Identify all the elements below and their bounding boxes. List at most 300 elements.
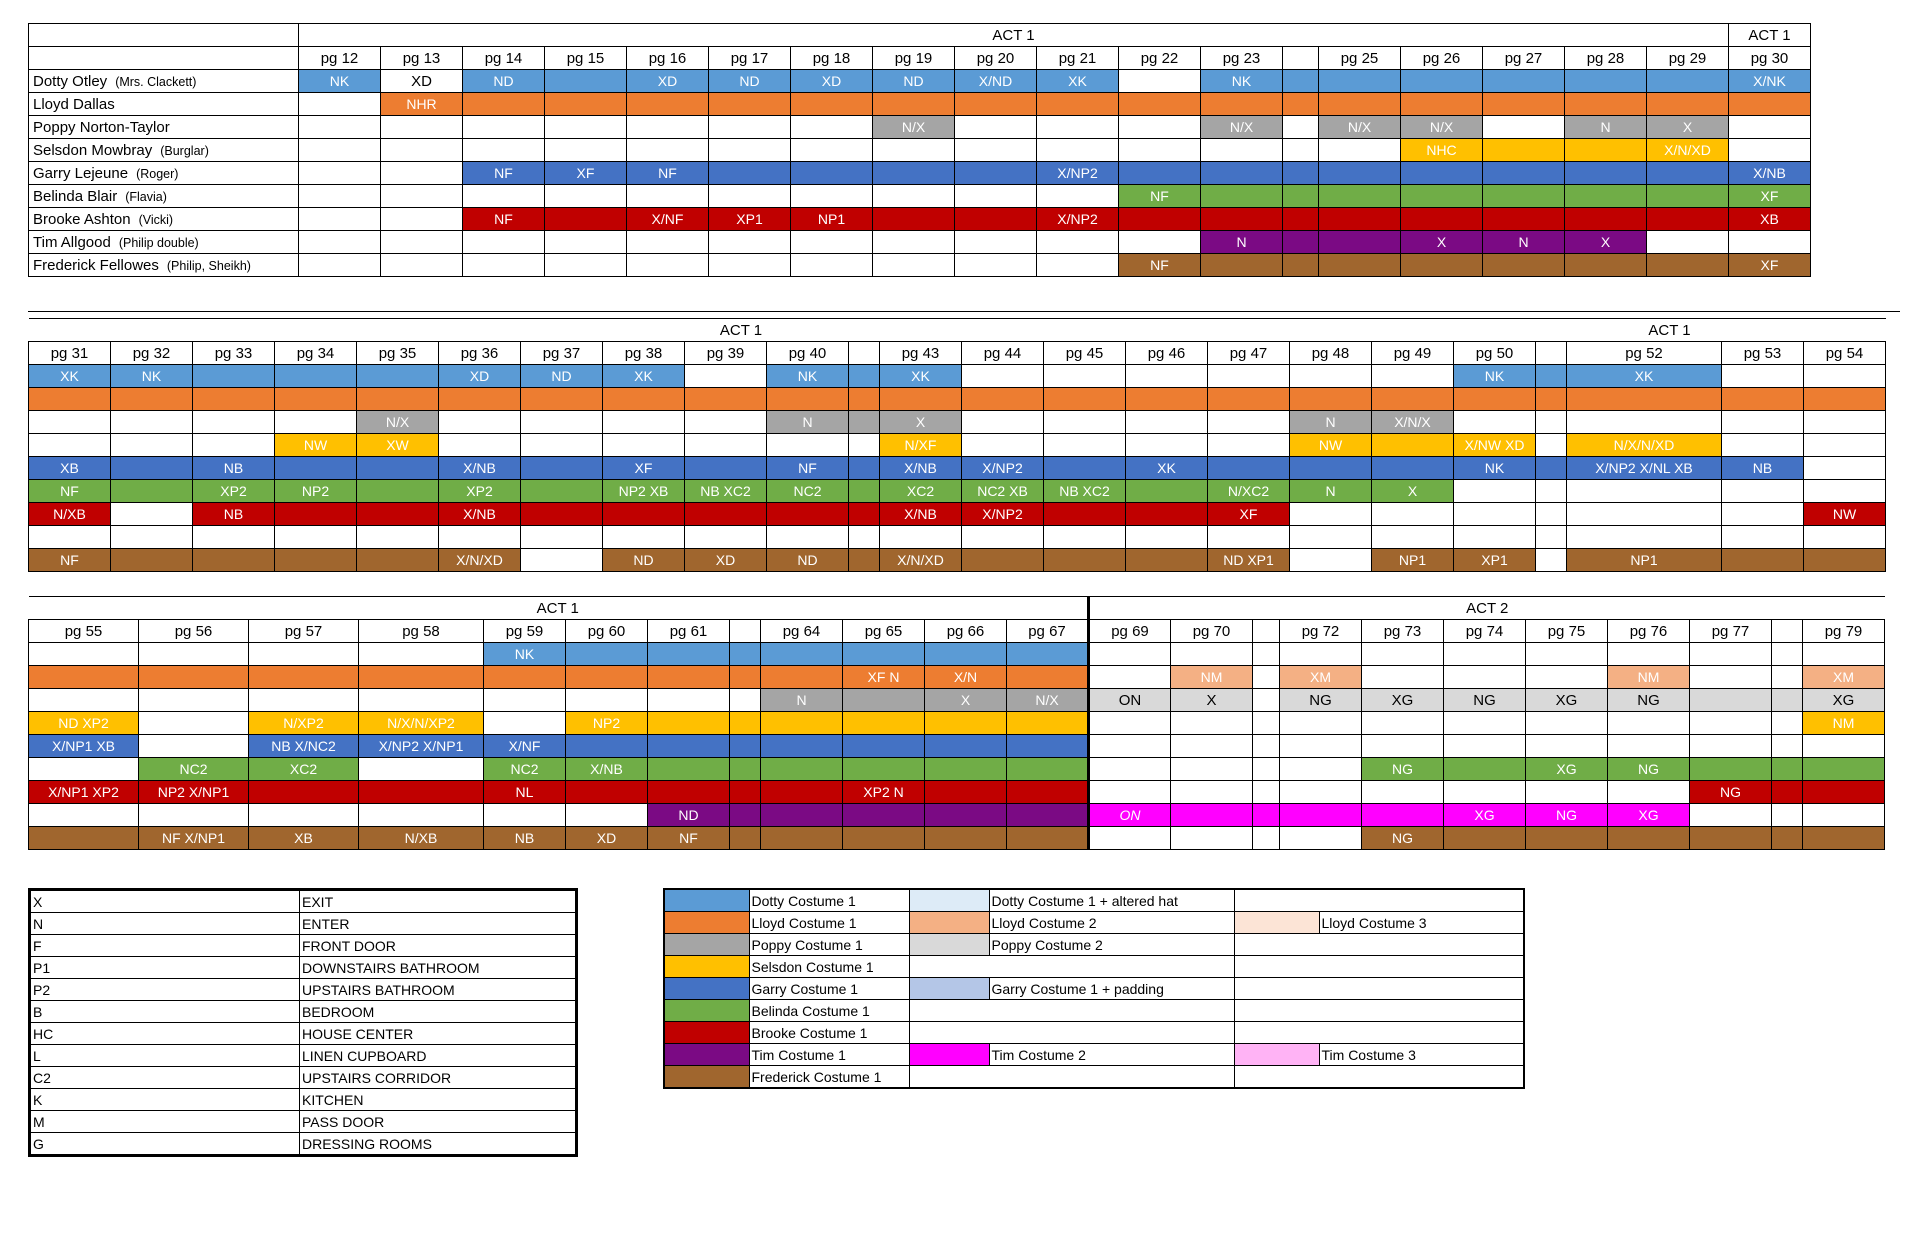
schedule-cell [1119,139,1201,162]
costume-label [1319,978,1524,1000]
character-row [29,526,1886,549]
schedule-cell [1608,827,1690,850]
schedule-cell [1567,388,1722,411]
schedule-cell [1283,93,1319,116]
schedule-cell: NG [1362,827,1444,850]
schedule-cell [357,526,439,549]
character-role: (Vicki) [138,212,174,227]
schedule-cell [193,549,275,572]
schedule-cell: N/XB [29,503,111,526]
costume-swatch [664,1000,749,1022]
page-header: pg 39 [685,342,767,365]
schedule-cell [1319,70,1401,93]
page-header: pg 54 [1804,342,1886,365]
schedule-cell [1280,781,1362,804]
schedule-cell [1208,388,1290,411]
legend-code: F [30,935,300,957]
character-row [29,185,1811,208]
schedule-cell: NP2 [566,712,648,735]
schedule-cell: X [1647,116,1729,139]
schedule-cell [1208,526,1290,549]
schedule-cell [1526,781,1608,804]
costume-label [989,1000,1234,1022]
schedule-cell: XD [627,70,709,93]
schedule-cell [359,804,484,827]
schedule-cell [484,712,566,735]
schedule-cell [1690,735,1772,758]
schedule-cell [1119,70,1201,93]
schedule-cell [1280,758,1362,781]
schedule-cell [627,185,709,208]
schedule-cell: XC2 [249,758,359,781]
schedule-cell [193,526,275,549]
act-row [29,597,1885,620]
schedule-cell [545,116,627,139]
schedule-cell [791,139,873,162]
schedule-cell [843,804,925,827]
act-label: ACT 1 [29,319,1454,342]
character-row [29,480,1886,503]
schedule-cell: XP2 [439,480,521,503]
costume-legend-row [664,934,1524,956]
page-header: pg 14 [463,47,545,70]
schedule-cell: NC2 [484,758,566,781]
schedule-cell [1608,781,1690,804]
schedule-cell: XB [1729,208,1811,231]
schedule-cell [1444,735,1526,758]
schedule-cell [925,781,1007,804]
schedule-cell [1803,781,1885,804]
schedule-cell [381,185,463,208]
schedule-cell [955,139,1037,162]
schedule-cell: X/N/XD [880,549,962,572]
schedule-cell [1608,643,1690,666]
schedule-cell [1772,804,1803,827]
character-role: (Roger) [136,166,179,181]
schedule-cell: NG [1280,689,1362,712]
schedule-cell [545,139,627,162]
schedule-cell [955,254,1037,277]
schedule-cell [193,434,275,457]
schedule-cell [1565,70,1647,93]
schedule-cell [627,254,709,277]
schedule-cell: N/X [873,116,955,139]
schedule-cell [1119,116,1201,139]
page-header: pg 29 [1647,47,1729,70]
schedule-cell [1208,457,1290,480]
legend-code: M [30,1111,300,1133]
page-header: pg 70 [1171,620,1253,643]
schedule-cell [1171,735,1253,758]
schedule-cell [709,116,791,139]
schedule-cell [1319,139,1401,162]
character-name-cell [29,185,299,208]
schedule-cell [1729,139,1811,162]
character-row [29,712,1885,735]
schedule-cell [566,781,648,804]
schedule-cell [1171,712,1253,735]
schedule-cell: XB [29,457,111,480]
page-header: pg 33 [193,342,275,365]
schedule-cell [439,388,521,411]
schedule-cell [1608,735,1690,758]
schedule-cell: X/NB [880,457,962,480]
schedule-cell [709,231,791,254]
schedule-cell [1119,208,1201,231]
schedule-cell [521,526,603,549]
schedule-cell: X [1171,689,1253,712]
schedule-cell [1319,93,1401,116]
schedule-cell: X [1565,231,1647,254]
character-name-cell [29,162,299,185]
schedule-cell [1526,735,1608,758]
schedule-cell [193,365,275,388]
schedule-cell: XF [1729,254,1811,277]
schedule-cell [1804,526,1886,549]
schedule-cell [29,526,111,549]
schedule-cell [1290,549,1372,572]
schedule-cell [139,735,249,758]
page-header: pg 44 [962,342,1044,365]
costume-label: Tim Costume 2 [989,1044,1234,1066]
costume-label: Garry Costume 1 [749,978,909,1000]
page-header: pg 36 [439,342,521,365]
schedule-cell [1647,70,1729,93]
costume-swatch [909,912,989,934]
schedule-cell [1290,526,1372,549]
schedule-cell: NF X/NP1 [139,827,249,850]
schedule-cell [955,116,1037,139]
schedule-cell [381,116,463,139]
costume-label [1319,1022,1524,1044]
costume-label: Poppy Costume 1 [749,934,909,956]
schedule-cell [648,643,730,666]
character-row [29,758,1885,781]
schedule-cell [1647,93,1729,116]
costume-legend-row [664,912,1524,934]
character-row [29,689,1885,712]
schedule-cell [1362,666,1444,689]
schedule-cell [1803,758,1885,781]
costume-swatch [1234,934,1319,956]
costume-label [1319,1000,1524,1022]
schedule-cell: NP2 X/NP1 [139,781,249,804]
schedule-cell [1729,116,1811,139]
schedule-cell [1722,526,1804,549]
schedule-cell [463,93,545,116]
schedule-cell [1319,162,1401,185]
costume-swatch [664,978,749,1000]
schedule-cell: NG [1608,689,1690,712]
schedule-cell [1208,411,1290,434]
act-label: ACT 1 [1729,24,1811,47]
schedule-cell [1007,781,1089,804]
schedule-cell [1526,827,1608,850]
schedule-cell [521,388,603,411]
schedule-cell: NK [484,643,566,666]
schedule-cell [1253,689,1280,712]
schedule-cell [1290,388,1372,411]
character-name-cell [29,93,299,116]
page-header: pg 66 [925,620,1007,643]
schedule-cell [1253,804,1280,827]
page-header: pg 40 [767,342,849,365]
legend-code: P1 [30,957,300,979]
schedule-cell: NB XC2 [685,480,767,503]
schedule-cell [1565,139,1647,162]
schedule-cell [484,689,566,712]
schedule-cell [925,712,1007,735]
schedule-cell [1007,712,1089,735]
legend-meaning: PASS DOOR [300,1111,577,1133]
schedule-cell [1171,643,1253,666]
character-name: Poppy Norton-Taylor [33,118,170,136]
page-header: pg 49 [1372,342,1454,365]
page-header: pg 64 [761,620,843,643]
character-row [29,93,1811,116]
schedule-cell: NC2 [767,480,849,503]
schedule-cell [1803,735,1885,758]
page-header: pg 67 [1007,620,1089,643]
character-role: (Flavia) [125,189,167,204]
schedule-cell [1454,503,1536,526]
schedule-cell [1290,457,1372,480]
page-header: pg 31 [29,342,111,365]
schedule-cell: NF [648,827,730,850]
page-header: pg 77 [1690,620,1772,643]
schedule-cell [730,735,761,758]
schedule-cell: NF [29,549,111,572]
schedule-cell [1690,827,1772,850]
schedule-cell: X/NP2 X/NL XB [1567,457,1722,480]
schedule-cell [566,643,648,666]
schedule-cell [955,231,1037,254]
schedule-cell [849,549,880,572]
schedule-cell: XM [1280,666,1362,689]
character-role: (Philip double) [118,235,199,250]
schedule-cell [521,480,603,503]
schedule-cell: NP2 [275,480,357,503]
schedule-cell: X/NF [627,208,709,231]
schedule-cell [275,365,357,388]
legend-code: P2 [30,979,300,1001]
schedule-cell [357,549,439,572]
schedule-cell [880,526,962,549]
schedule-cell [1690,689,1772,712]
schedule-cell: XD [566,827,648,850]
character-row [29,666,1885,689]
page-header [1772,620,1803,643]
schedule-cell [1722,434,1804,457]
schedule-cell [1362,735,1444,758]
schedule-cell: XG [1608,804,1690,827]
schedule-cell [925,735,1007,758]
schedule-cell: XD [791,70,873,93]
schedule-cell: XK [1126,457,1208,480]
schedule-cell [521,434,603,457]
schedule-cell [1536,411,1567,434]
schedule-cell [1729,93,1811,116]
schedule-cell [1119,93,1201,116]
schedule-cell [1253,781,1280,804]
character-name: Garry Lejeune [33,164,129,182]
schedule-cell [1483,208,1565,231]
schedule-cell [381,231,463,254]
schedule-cell [1401,208,1483,231]
schedule-cell [1536,480,1567,503]
character-row [29,643,1885,666]
page-header: pg 50 [1454,342,1536,365]
page-header: pg 72 [1280,620,1362,643]
schedule-cell [1119,162,1201,185]
costume-legend-row [664,1022,1524,1044]
page-header [730,620,761,643]
schedule-cell: XK [603,365,685,388]
schedule-cell [761,712,843,735]
legend-meaning: ENTER [300,913,577,935]
schedule-cell [873,162,955,185]
schedule-cell: XW [357,434,439,457]
schedule-cell [439,411,521,434]
page-header: pg 22 [1119,47,1201,70]
legend-key-row [30,913,577,935]
schedule-cell: NB XC2 [1044,480,1126,503]
schedule-cell [648,666,730,689]
schedule-cell: X/N/XD [439,549,521,572]
schedule-cell [359,666,484,689]
page-header: pg 19 [873,47,955,70]
schedule-cell [1037,231,1119,254]
costume-label [1319,889,1524,912]
schedule-cell [1804,434,1886,457]
costume-swatch [664,1066,749,1089]
costume-label: Frederick Costume 1 [749,1066,909,1089]
schedule-table-2 [28,318,1886,572]
schedule-cell [1280,712,1362,735]
legend-key-row [30,979,577,1001]
schedule-cell: ND XP2 [29,712,139,735]
schedule-cell [1319,231,1401,254]
schedule-cell: NP1 [1372,549,1454,572]
costume-legend-row [664,889,1524,912]
costume-swatch [909,1000,989,1022]
schedule-cell: X/NB [439,503,521,526]
schedule-cell [1772,666,1803,689]
schedule-cell [1444,666,1526,689]
schedule-cell [1483,116,1565,139]
schedule-cell [29,643,139,666]
costume-swatch [909,889,989,912]
legend-code: G [30,1133,300,1156]
schedule-cell [1126,526,1208,549]
schedule-cell [1253,827,1280,850]
legend-code: X [30,890,300,913]
schedule-cell: X [880,411,962,434]
costume-swatch [664,1022,749,1044]
schedule-cell [1454,480,1536,503]
schedule-cell: X [1401,231,1483,254]
schedule-cell [791,231,873,254]
schedule-cell [1772,758,1803,781]
schedule-cell: XG [1444,804,1526,827]
schedule-cell [1772,781,1803,804]
page-header: pg 79 [1803,620,1885,643]
page-header: pg 74 [1444,620,1526,643]
schedule-cell [1283,70,1319,93]
schedule-cell [357,388,439,411]
schedule-cell [1536,503,1567,526]
schedule-cell [111,549,193,572]
act-label: ACT 2 [1089,597,1885,620]
schedule-cell [1362,643,1444,666]
schedule-cell [709,162,791,185]
legend-code: K [30,1089,300,1111]
schedule-cell: NF [463,208,545,231]
schedule-cell [1089,666,1171,689]
schedule-cell [357,365,439,388]
schedule-cell [685,388,767,411]
schedule-cell [925,758,1007,781]
costume-legend-row [664,956,1524,978]
schedule-cell [1526,666,1608,689]
schedule-cell: X [925,689,1007,712]
schedule-cell: XP1 [1454,549,1536,572]
legend-meaning: LINEN CUPBOARD [300,1045,577,1067]
schedule-cell [1647,185,1729,208]
schedule-cell [761,827,843,850]
page-header: pg 32 [111,342,193,365]
costume-swatch [909,934,989,956]
schedule-cell: N [1201,231,1283,254]
schedule-cell [249,666,359,689]
schedule-cell: XF [1208,503,1290,526]
schedule-cell [1089,758,1171,781]
schedule-cell [545,208,627,231]
schedule-cell [627,139,709,162]
schedule-cell [730,804,761,827]
page-header: pg 26 [1401,47,1483,70]
schedule-cell [1526,643,1608,666]
character-row [29,208,1811,231]
legend-meaning: KITCHEN [300,1089,577,1111]
schedule-cell [603,503,685,526]
schedule-cell: N [1565,116,1647,139]
schedule-cell [767,503,849,526]
schedule-cell: NP2 XB [603,480,685,503]
schedule-cell [849,434,880,457]
schedule-cell: N/X [1201,116,1283,139]
costume-swatch [909,1066,989,1089]
schedule-cell [685,457,767,480]
schedule-cell: X/NP2 [1037,162,1119,185]
schedule-cell: NK [767,365,849,388]
schedule-cell [962,388,1044,411]
schedule-cell [566,735,648,758]
schedule-cell [791,93,873,116]
schedule-cell [1007,666,1089,689]
schedule-cell [1037,116,1119,139]
costume-legend-row [664,1044,1524,1066]
schedule-cell [1007,758,1089,781]
page-header [849,342,880,365]
schedule-cell [1690,758,1772,781]
legend-meaning: FRONT DOOR [300,935,577,957]
character-row [29,549,1886,572]
page-header: pg 15 [545,47,627,70]
schedule-cell [843,712,925,735]
schedule-cell [1201,208,1283,231]
schedule-cell: XG [1803,689,1885,712]
